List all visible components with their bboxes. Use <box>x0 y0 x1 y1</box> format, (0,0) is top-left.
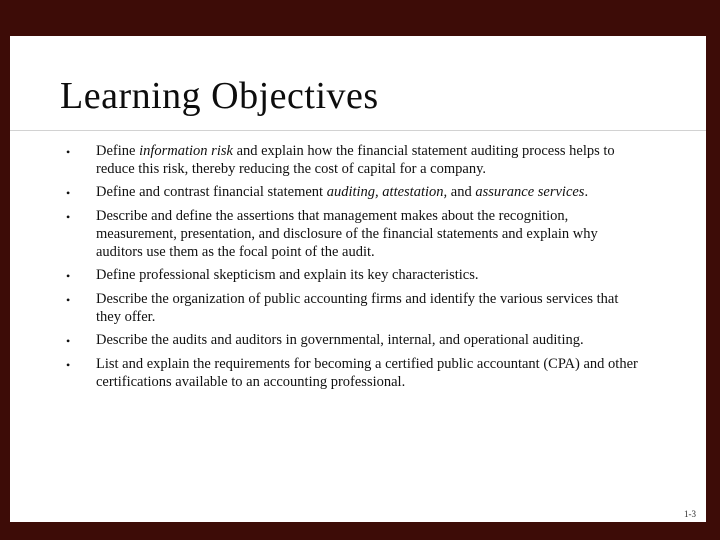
bullet-text: Define professional skepticism and explain its key characteristics. <box>96 267 479 283</box>
bullet-marker: • <box>66 145 71 159</box>
bullet-marker: • <box>66 186 71 200</box>
slide-canvas <box>10 36 706 522</box>
bullet-text: Define information risk and explain how the financial statement auditing process helps to reduce this risk, thereby reducing the cost of capital for a company. <box>96 143 615 177</box>
bullet-marker: • <box>66 334 71 348</box>
bullet-item <box>66 183 644 202</box>
bullet-text: Describe the organization of public accounting firms and identify the various services that they offer. <box>96 291 619 325</box>
bullet-marker: • <box>66 293 71 307</box>
bullet-text: Define and contrast financial statement auditing, attestation, and assurance services. <box>96 184 589 200</box>
bullet-item <box>66 355 644 391</box>
bullet-item <box>66 266 644 285</box>
bullet-item <box>66 331 644 350</box>
bullet-marker: • <box>66 358 71 372</box>
bullet-item <box>66 142 644 178</box>
title-divider <box>10 130 706 131</box>
bullet-item <box>66 290 644 326</box>
bullet-text: Describe the audits and auditors in governmental, internal, and operational auditing. <box>96 332 584 348</box>
bullet-list <box>66 142 644 396</box>
bullet-text: Describe and define the assertions that management makes about the recognition, measurement, presentation, and disclosure of the financial statements and explain why auditors use them as the focal point of the audit. <box>96 208 598 260</box>
bullet-item <box>66 207 644 261</box>
page-number: 1-3 <box>684 509 696 519</box>
bullet-marker: • <box>66 210 71 224</box>
slide-title: Learning Objectives <box>60 75 379 117</box>
bullet-marker: • <box>66 269 71 283</box>
bullet-text: List and explain the requirements for becoming a certified public accountant (CPA) and other certifications available to an accounting professional. <box>96 356 638 390</box>
